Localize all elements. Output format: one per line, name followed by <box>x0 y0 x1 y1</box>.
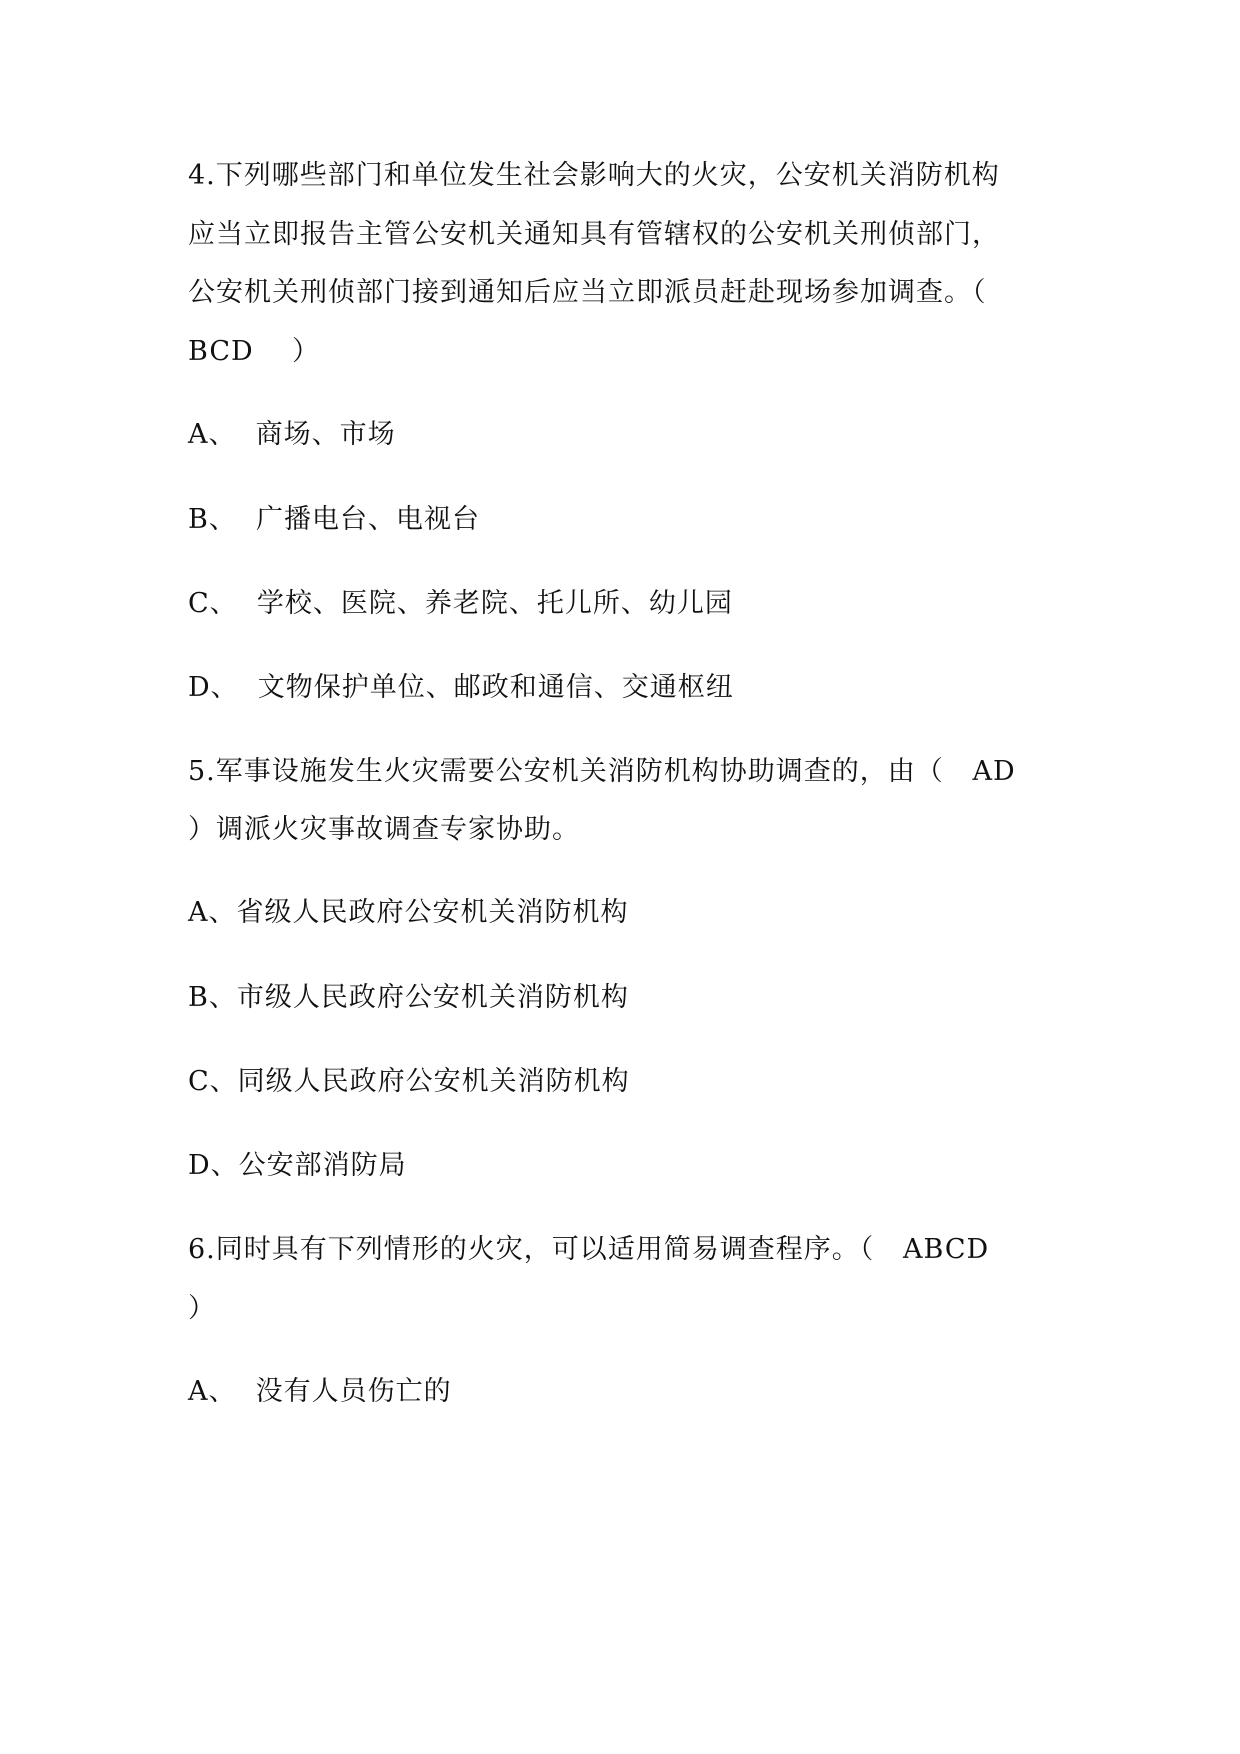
question-6-line-2: ） <box>188 1293 216 1324</box>
question-5-option-b: B、市级人民政府公安机关消防机构 <box>188 982 629 1013</box>
question-4-answer: BCD ） <box>188 336 320 367</box>
question-4-line-3: 公安机关刑侦部门接到通知后应当立即派员赶赴现场参加调查。（ <box>188 277 987 308</box>
question-6-line-1: 6.同时具有下列情形的火灾，可以适用简易调查程序。（ ABCD <box>188 1234 990 1265</box>
question-4-option-a: A、 商场、市场 <box>188 419 396 450</box>
question-4-option-b: B、 广播电台、电视台 <box>188 504 481 535</box>
question-5-option-a: A、省级人民政府公安机关消防机构 <box>188 897 629 928</box>
question-4-option-c: C、 学校、医院、养老院、托儿所、幼儿园 <box>188 588 733 619</box>
question-6-option-a: A、 没有人员伤亡的 <box>188 1376 452 1407</box>
question-4-option-d: D、 文物保护单位、邮政和通信、交通枢纽 <box>188 672 734 703</box>
question-5-option-c: C、同级人民政府公安机关消防机构 <box>188 1066 630 1097</box>
question-4-line-1: 4.下列哪些部门和单位发生社会影响大的火灾，公安机关消防机构 <box>188 160 1000 191</box>
question-5-line-1: 5.军事设施发生火灾需要公安机关消防机构协助调查的，由（ AD <box>188 756 1016 787</box>
question-4-line-2: 应当立即报告主管公安机关通知具有管辖权的公安机关刑侦部门， <box>188 219 1000 250</box>
question-5-line-2: ）调派火灾事故调查专家协助。 <box>188 814 580 845</box>
question-5-option-d: D、公安部消防局 <box>188 1150 407 1181</box>
